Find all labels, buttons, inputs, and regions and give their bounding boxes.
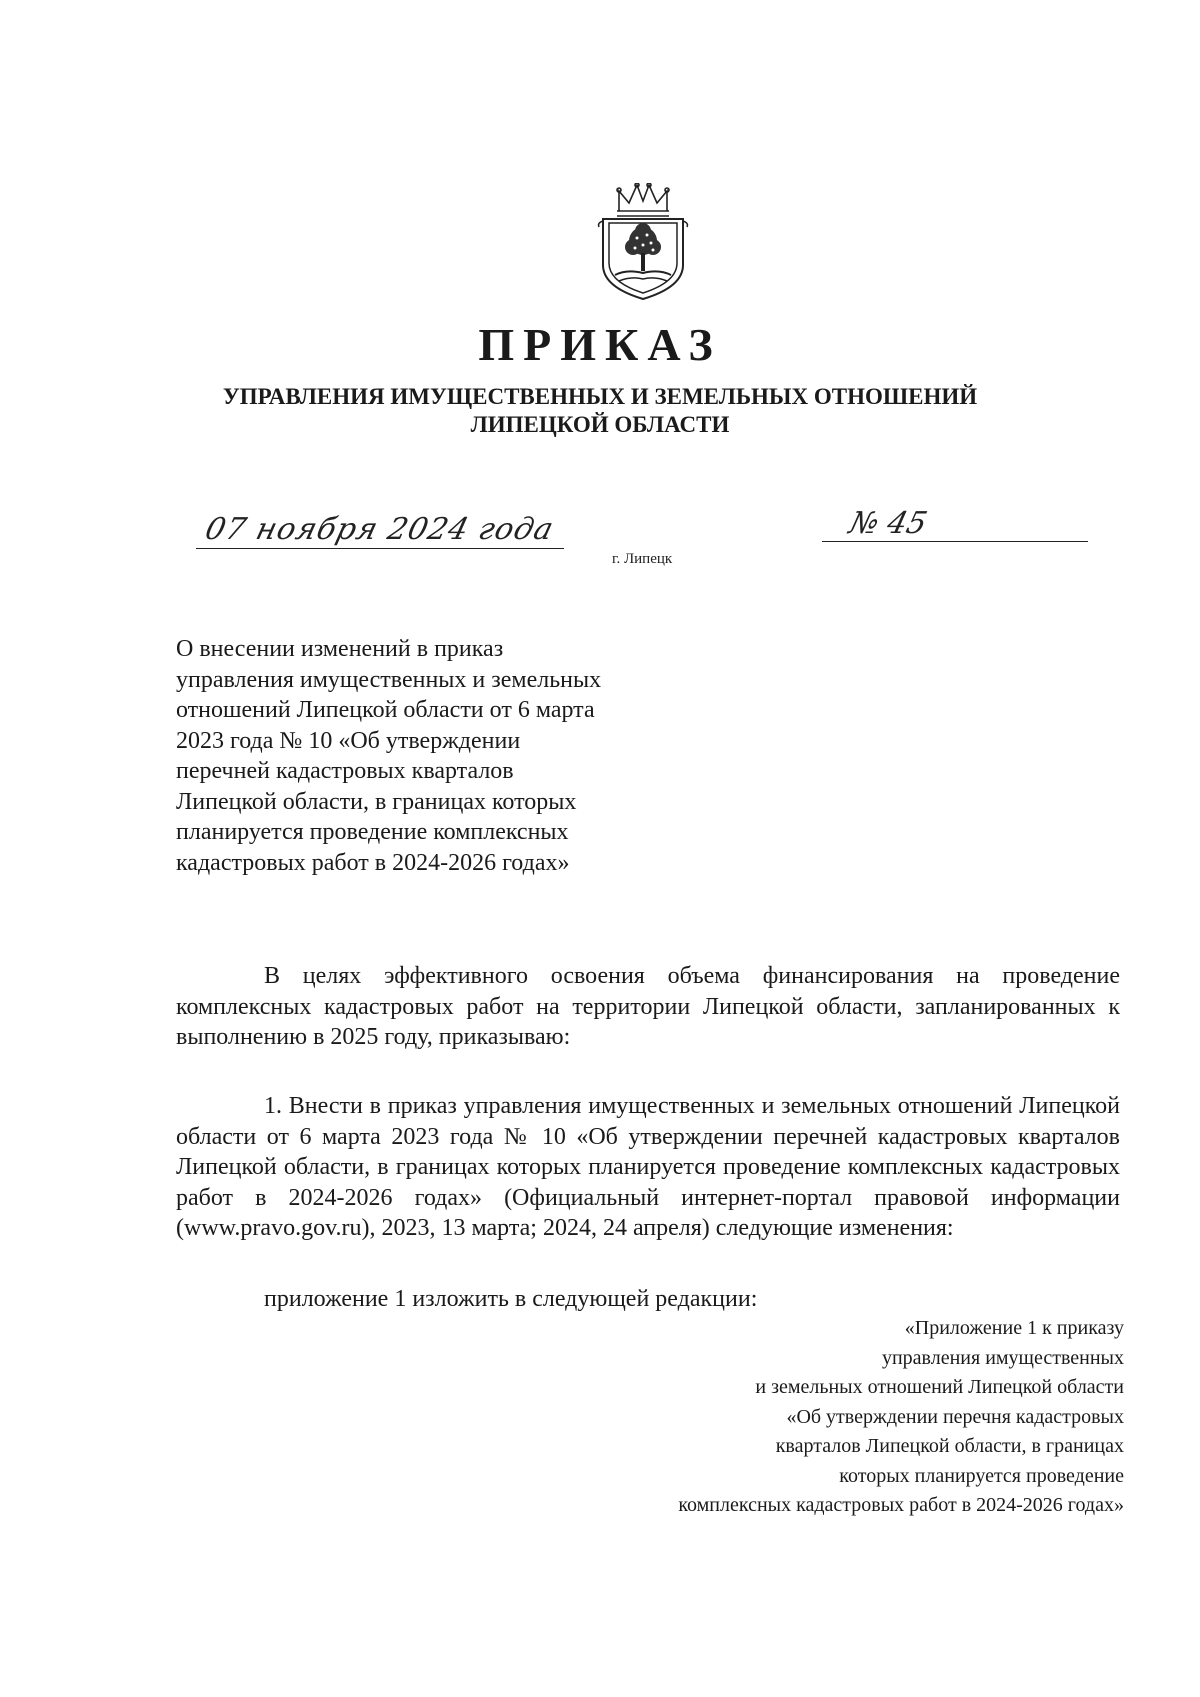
annex-line: «Об утверждении перечня кадастровых xyxy=(786,1405,1124,1428)
document-title: ПРИКАЗ xyxy=(478,319,722,370)
preamble-paragraph: В целях эффективного освоения объема финансирования на проведение комплексных кадастровых работ на территории Липецкой области, запланированных к выполнению в 2025 году, приказываю: xyxy=(176,963,1120,1050)
order-subject xyxy=(176,634,716,878)
date-underline xyxy=(196,548,564,549)
annex-line: «Приложение 1 к приказу xyxy=(904,1317,1124,1339)
city-label: г. Липецк xyxy=(612,551,673,567)
lipetsk-coat-of-arms-icon xyxy=(597,183,689,301)
annex-line: управления имущественных xyxy=(881,1346,1124,1369)
subject-line: отношений Липецкой области от 6 марта xyxy=(176,697,595,723)
annex-line: кварталов Липецкой области, в границах xyxy=(775,1435,1124,1457)
subject-line: кадастровых работ в 2024-2026 годах» xyxy=(176,849,570,876)
subject-line: управления имущественных и земельных xyxy=(176,666,602,693)
issuing-authority xyxy=(0,383,1200,439)
order-item-1-paragraph: 1. Внести в приказ управления имущественных и земельных отношений Липецкой области от 6 марта 2023 года № 10 «Об утверждении перечней кадастровых кварталов Липецкой области, в границах которых планируется проведение комплексных кадастровых работ в 2024-2026 годах» (Официальный интернет-портал правовой информации (www.pravo.gov.ru), 2023, 13 марта; 2024, 24 апреля) следующие изменения: xyxy=(176,1093,1120,1241)
subject-line: 2023 года № 10 «Об утверждении xyxy=(176,727,521,754)
issuer-line: УПРАВЛЕНИЯ ИМУЩЕСТВЕННЫХ И ЗЕМЕЛЬНЫХ ОТНОШЕНИЙ xyxy=(222,384,978,409)
subject-line: перечней кадастровых кварталов xyxy=(176,758,514,784)
handwritten-order-number: № 45 xyxy=(845,506,931,541)
subject-line: планируется проведение комплексных xyxy=(176,819,569,845)
annex-instruction-paragraph: приложение 1 изложить в следующей редакции: xyxy=(264,1286,758,1312)
annex-heading xyxy=(678,1314,1124,1521)
subject-line: Липецкой области, в границах которых xyxy=(176,788,577,815)
annex-line: и земельных отношений Липецкой области xyxy=(755,1376,1124,1398)
annex-line: которых планируется проведение xyxy=(839,1464,1124,1487)
issuer-line: ЛИПЕЦКОЙ ОБЛАСТИ xyxy=(470,412,730,437)
subject-line: О внесении изменений в приказ xyxy=(176,636,504,662)
number-underline xyxy=(822,541,1088,542)
annex-line: комплексных кадастровых работ в 2024-2026 годах» xyxy=(678,1494,1124,1516)
handwritten-date: 07 ноября 2024 года xyxy=(201,512,558,547)
